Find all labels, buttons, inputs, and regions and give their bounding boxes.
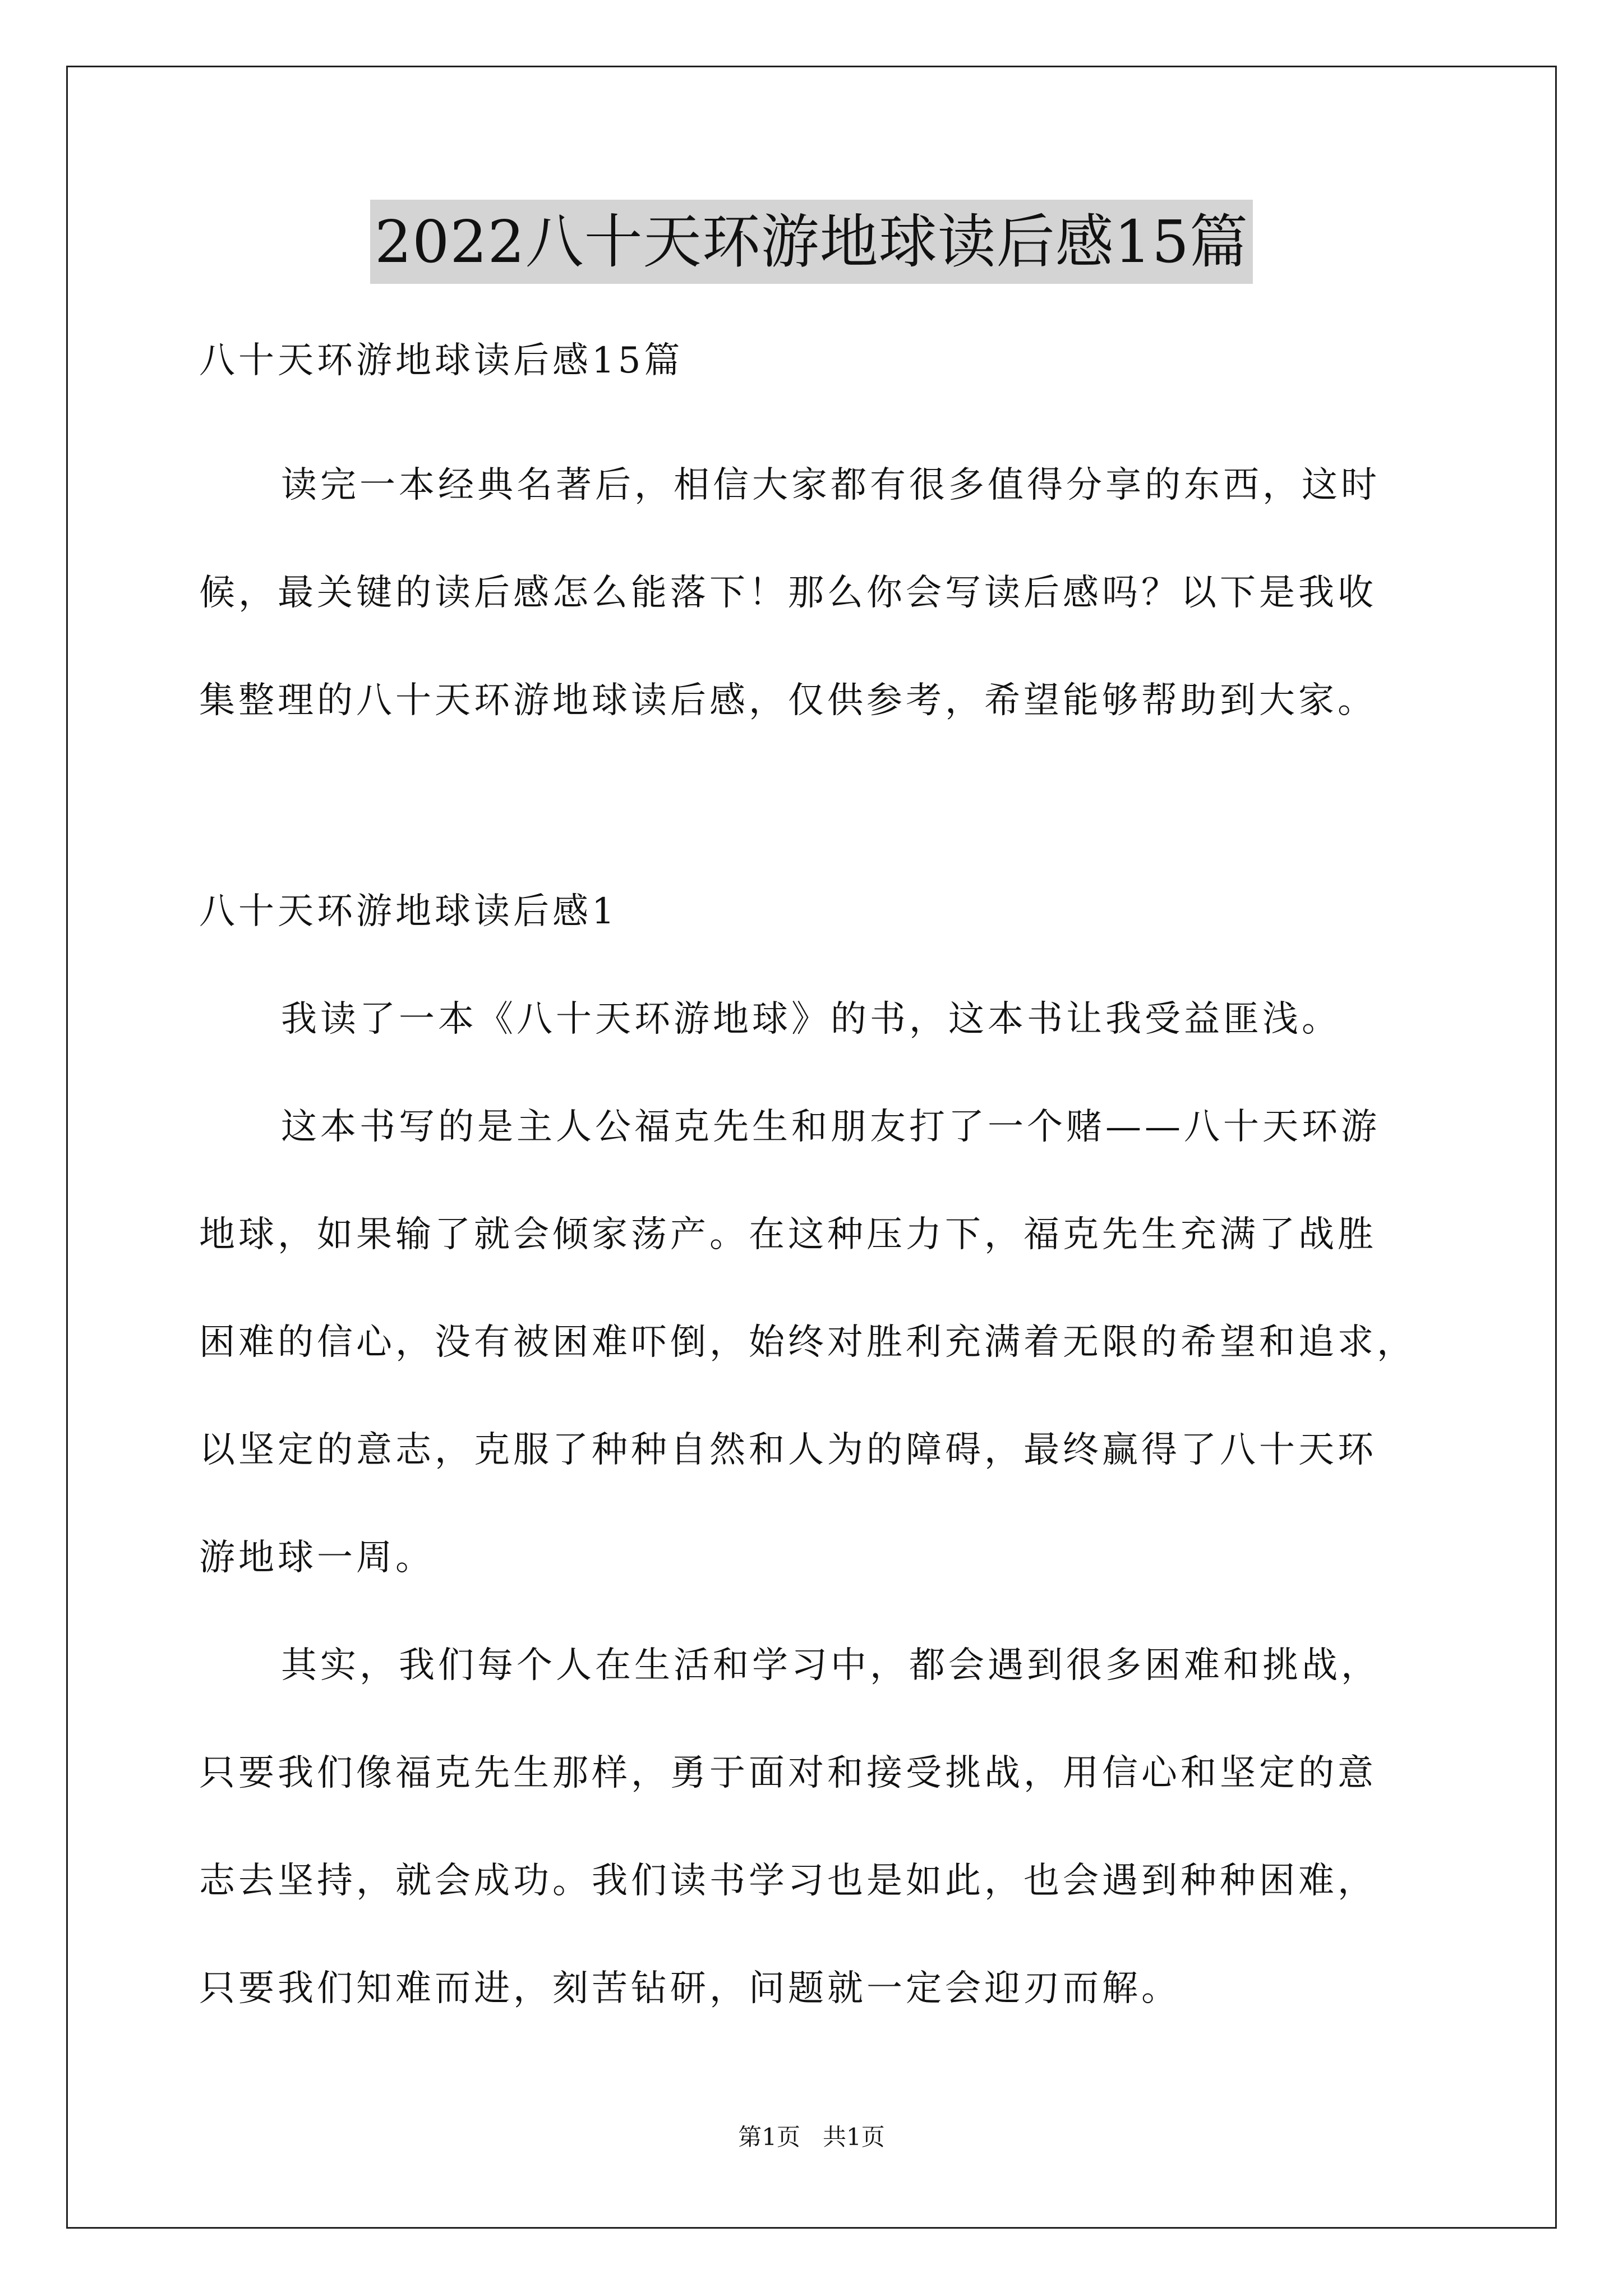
document-title: 2022八十天环游地球读后感15篇 [370, 200, 1253, 284]
page-footer [0, 2120, 1623, 2154]
intro-line: 集整理的八十天环游地球读后感，仅供参考，希望能够帮助到大家。 [199, 680, 1377, 721]
title-container [0, 200, 1623, 284]
page-total: 共1页 [823, 2123, 885, 2151]
body-line: 以坚定的意志，克服了种种自然和人为的障碍，最终赢得了八十天环 [199, 1429, 1377, 1471]
body-line: 地球，如果输了就会倾家荡产。在这种压力下，福克先生充满了战胜 [199, 1214, 1377, 1255]
section-heading: 八十天环游地球读后感1 [199, 891, 618, 932]
body-line: 这本书写的是主人公福克先生和朋友打了一个赌——八十天环游 [281, 1106, 1380, 1148]
body-line: 我读了一本《八十天环游地球》的书，这本书让我受益匪浅。 [281, 999, 1341, 1040]
body-line: 其实，我们每个人在生活和学习中，都会遇到很多困难和挑战， [281, 1645, 1380, 1686]
intro-line: 读完一本经典名著后，相信大家都有很多值得分享的东西，这时 [281, 464, 1380, 506]
body-line: 只要我们像福克先生那样，勇于面对和接受挑战，用信心和坚定的意 [199, 1752, 1377, 1794]
intro-line: 候，最关键的读后感怎么能落下！那么你会写读后感吗？以下是我收 [199, 572, 1377, 614]
body-line: 志去坚持，就会成功。我们读书学习也是如此，也会遇到种种困难， [199, 1860, 1377, 1902]
page-number: 第1页 [738, 2123, 800, 2151]
body-line: 游地球一周。 [199, 1537, 435, 1579]
subtitle-line: 八十天环游地球读后感15篇 [199, 340, 684, 381]
body-line: 只要我们知难而进，刻苦钻研，问题就一定会迎刃而解。 [199, 1968, 1181, 2009]
body-line: 困难的信心，没有被困难吓倒，始终对胜利充满着无限的希望和追求， [199, 1322, 1416, 1363]
